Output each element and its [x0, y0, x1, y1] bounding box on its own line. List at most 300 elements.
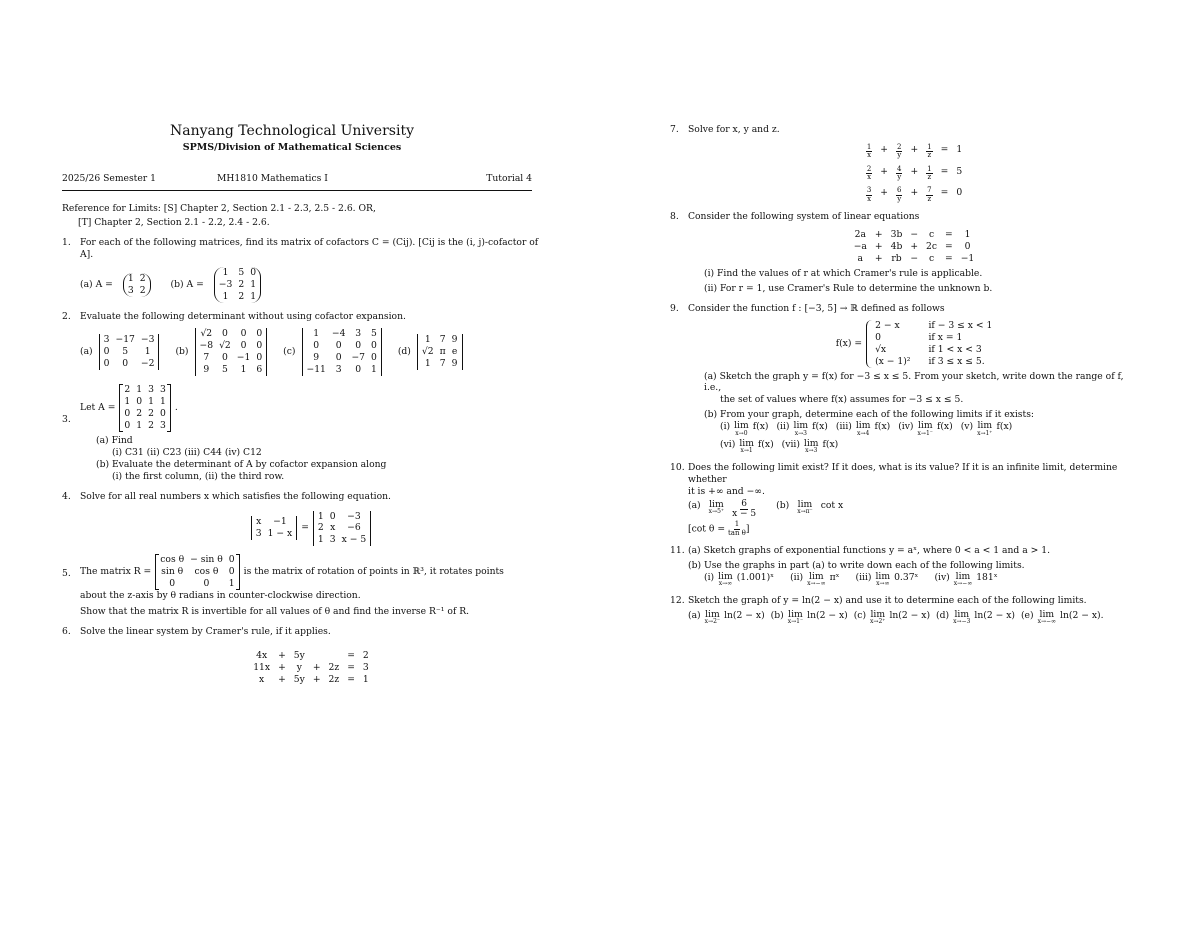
part-a-items: (i) C31 (ii) C23 (iii) C44 (iv) C12: [112, 446, 262, 458]
matrix-entry: 2: [148, 419, 154, 431]
lim-text: lim: [793, 420, 809, 432]
function-label: f(x) =: [835, 337, 863, 349]
denominator: x: [867, 194, 872, 203]
reference-line-2: [T] Chapter 2, Section 2.1 - 2.2, 2.4 - 2.6.: [78, 217, 270, 229]
limit-expression: f(x): [752, 421, 769, 433]
matrix-entry: 7: [439, 357, 446, 369]
lim-text: lim: [809, 571, 824, 583]
fraction: [926, 187, 932, 203]
limit-operator: [739, 439, 754, 454]
limit-expression: ln(2 − x): [724, 610, 765, 622]
part-b: (b) From your graph, determine each of the following limits if it exists:: [704, 409, 1035, 421]
lim-text: lim: [705, 609, 720, 621]
question-number: 6.: [62, 626, 71, 638]
matrix-entry: 1: [159, 395, 166, 407]
equation-symbol: 0: [956, 187, 963, 199]
denominator: tan θ: [727, 528, 746, 537]
matrix: [155, 554, 239, 590]
matrix-entry: y: [296, 662, 302, 674]
item-label: (i): [720, 421, 731, 433]
question-number: 11.: [670, 545, 685, 557]
right-column: [670, 122, 1140, 625]
lim-text: lim: [797, 498, 813, 510]
matrix-entry: −17: [115, 334, 135, 346]
determinant: [417, 334, 463, 370]
fraction: [728, 521, 746, 537]
limit-subscript: x→3: [794, 429, 807, 437]
equation-symbol: +: [880, 165, 888, 177]
matrix-entry: 7: [203, 352, 210, 364]
left-column: [62, 122, 542, 686]
question-text-cont: it is +∞ and −∞.: [688, 485, 765, 497]
matrix-entry: 0: [329, 510, 336, 522]
matrix-entry: rb: [891, 252, 902, 264]
fraction: [896, 187, 902, 203]
matrix-entry: 0: [169, 578, 176, 590]
matrix-entry: 2: [362, 650, 369, 662]
matrix-entry: +: [312, 662, 321, 674]
limit-operator: [918, 421, 933, 436]
item-label: (e): [1020, 610, 1034, 622]
matrix-entry: √x: [875, 343, 887, 355]
matrix-entry: 0: [240, 340, 247, 352]
question-number: 8.: [670, 211, 679, 223]
question-3: [62, 384, 542, 483]
matrix-entry: cos θ: [160, 554, 185, 566]
equation-symbol: =: [940, 143, 949, 155]
limit-item: [776, 421, 827, 436]
denominator: z: [927, 172, 932, 181]
matrix-entry: 0: [159, 407, 166, 419]
limit-item: [854, 610, 930, 625]
equation-symbol: +: [910, 143, 919, 155]
matrix-entry: 0: [370, 340, 377, 352]
matrix-entry: −1: [236, 352, 251, 364]
lim-text: lim: [739, 437, 754, 449]
part-b: (b) Evaluate the determinant of A by cofactor expansion along: [96, 458, 387, 470]
matrix-entry: 0: [313, 340, 320, 352]
matrix-entry: =: [945, 240, 953, 252]
limit-expression: f(x): [874, 421, 891, 433]
lim-text: lim: [954, 609, 970, 621]
tutorial-number: Tutorial 4: [486, 172, 532, 184]
matrix-entry: 1: [228, 578, 235, 590]
equation-system: [253, 650, 369, 686]
limit-subscript: x→3: [805, 446, 818, 454]
matrix-entry: −a: [853, 240, 867, 252]
matrix-entry: e: [451, 346, 458, 358]
numerator: 6: [896, 186, 902, 195]
limit-expression: 0.37ˣ: [894, 572, 919, 584]
lim-text: lim: [803, 437, 819, 449]
equation-symbol: 1: [956, 143, 963, 155]
limit-item: [961, 421, 1013, 436]
matrix-entry: 1: [313, 328, 320, 340]
matrix-entry: +: [312, 673, 321, 685]
limit-expression: πˣ: [829, 572, 840, 584]
matrix-entry: +: [278, 673, 286, 685]
question-number: 2.: [62, 311, 71, 323]
limits-row: [688, 572, 1140, 587]
item-label: (d): [936, 610, 950, 622]
limit-expression: f(x): [757, 438, 774, 450]
matrix-entry: 0: [355, 340, 362, 352]
matrix-entry: −7: [351, 352, 365, 364]
limit-operator: [875, 572, 890, 587]
matrix: [214, 267, 261, 303]
equation-symbol: =: [940, 165, 949, 177]
lim-text: lim: [977, 420, 993, 432]
denominator: z: [927, 194, 932, 203]
matrix-entry: if x = 1: [928, 331, 963, 343]
matrix-entry: 3: [355, 328, 362, 340]
limit-subscript: x→1: [740, 446, 753, 454]
matrix-entry: 2: [148, 407, 154, 419]
limit-operator: [797, 500, 813, 515]
question-number: 3.: [62, 413, 71, 425]
question-lead: The matrix R =: [80, 566, 152, 578]
matrix-entry: 2: [238, 291, 245, 303]
matrix-entry: 3: [148, 383, 154, 395]
limit-item: [936, 610, 1015, 625]
matrix-entry: 1: [136, 419, 143, 431]
matrix-entry: 5: [221, 363, 228, 375]
matrix-entry: −: [910, 228, 919, 240]
matrix-entry: 0: [335, 352, 342, 364]
fraction: [926, 144, 932, 160]
matrix-entry: 0: [370, 352, 377, 364]
matrix-entry: 11x: [253, 662, 271, 674]
limit-operator: [804, 439, 819, 454]
matrix-entry: −11: [306, 363, 326, 375]
part-label: (b) A =: [170, 279, 204, 291]
determinant: [99, 334, 160, 370]
question-text: Solve for all real numbers x which satisfies the following equation.: [80, 490, 391, 502]
question-6: [62, 626, 542, 686]
question-11: [670, 545, 1140, 587]
part-label: (c): [283, 346, 296, 358]
limit-operator: [954, 572, 972, 587]
part-label: (d): [397, 346, 411, 358]
item-label: (iv): [934, 572, 950, 584]
denominator: x: [867, 172, 872, 181]
matrix-entry: −1: [960, 252, 975, 264]
matrix-entry: +: [278, 662, 286, 674]
determinant-rhs: [313, 511, 371, 547]
numerator: 1: [866, 142, 872, 151]
matrix-entry: 2: [124, 383, 131, 395]
lim-text: lim: [788, 609, 803, 621]
question-text: For each of the following matrices, find its matrix of cofactors C = (Cij). [Cij is the (i, j)-cofactor of A].: [80, 237, 539, 261]
question-9: [670, 303, 1140, 454]
matrix-entry: 0: [136, 395, 143, 407]
item-label: (ii): [776, 421, 790, 433]
matrix-entry: π: [439, 346, 446, 358]
matrix-entry: 0: [240, 328, 247, 340]
matrix: [123, 273, 151, 297]
fraction: [866, 144, 872, 160]
matrix-entry: 3: [159, 419, 166, 431]
matrix-entry: 9: [451, 334, 458, 346]
determinant: [195, 328, 268, 376]
limit-operator: [794, 421, 809, 436]
matrix-entry: 5y: [293, 650, 305, 662]
limit-subscript: x→∞: [876, 580, 890, 588]
equation-symbol: +: [880, 143, 888, 155]
course-code: MH1810 Mathematics I: [217, 172, 328, 184]
matrix: [119, 384, 170, 432]
matrix-entry: if 1 < x < 3: [928, 343, 982, 355]
matrix-entry: 1: [222, 267, 229, 279]
matrix-entry: −8: [199, 340, 214, 352]
lim-text: lim: [1039, 609, 1055, 621]
fraction: [896, 144, 902, 160]
part-label: (b): [776, 499, 790, 511]
matrix-entry: 9: [313, 352, 320, 364]
numerator: 1: [734, 520, 740, 529]
part-b-items: (i) the first column, (ii) the third row.: [112, 470, 285, 482]
limit-item: [934, 572, 997, 587]
matrix-entry: 1: [136, 383, 143, 395]
item-label: (b): [770, 610, 784, 622]
matrix-entry: cos θ: [194, 566, 219, 578]
question-8: [670, 211, 1140, 295]
question-5: [62, 554, 542, 618]
matrix-entry: [329, 650, 340, 662]
question-7: [670, 124, 1140, 203]
matrix-entry: 0: [256, 352, 263, 364]
matrix-entry: 4x: [256, 650, 268, 662]
matrix-entry: 4b: [890, 240, 903, 252]
matrix-entry: a: [857, 252, 864, 264]
lim-text: lim: [855, 420, 871, 432]
matrix-entry: 3: [159, 383, 166, 395]
matrix-entry: x: [256, 516, 262, 528]
matrix-entry: 1: [424, 334, 431, 346]
fraction: [896, 166, 902, 182]
limit-expression: ln(2 − x): [974, 610, 1015, 622]
matrix-entry: − sin θ: [190, 554, 223, 566]
matrix-entry: 9: [451, 357, 458, 369]
equation-symbol: =: [940, 187, 949, 199]
matrix-entry: −4: [331, 328, 346, 340]
limit-operator: [788, 610, 803, 625]
limit-subscript: x→2⁺: [870, 618, 886, 626]
fraction: [732, 500, 756, 520]
matrix-entry: 5: [122, 346, 129, 358]
hint-text: [cot θ =: [688, 523, 726, 535]
question-text: Consider the function f : [−3, 5] → ℝ defined as follows: [688, 302, 945, 314]
item-label: (vi): [720, 438, 736, 450]
lim-text: lim: [955, 571, 971, 583]
matrix-entry: 2: [139, 285, 146, 297]
limit-expression: 181ˣ: [976, 572, 998, 584]
matrix-entry: 0: [124, 419, 131, 431]
numerator: 1: [927, 164, 932, 173]
question-line-2: about the z-axis by θ radians in counter-clockwise direction.: [80, 590, 361, 602]
limit-subscript: x→∞: [718, 580, 733, 588]
matrix-entry: 5: [238, 267, 245, 279]
numerator: 1: [927, 142, 932, 151]
matrix-entry: 0: [250, 267, 257, 279]
limit-operator: [705, 610, 720, 625]
limit-subscript: x→1⁻: [787, 618, 804, 626]
matrix-entry: =: [347, 662, 355, 674]
matrix-entry: 0: [122, 357, 129, 369]
limit-item: [720, 421, 768, 436]
matrix-entry: 1: [424, 357, 431, 369]
question-lead: Let A =: [80, 401, 116, 413]
limit-subscript: x→1⁺: [977, 429, 993, 437]
limit-subscript: x→2⁻: [704, 618, 721, 626]
matrix-entry: +: [874, 240, 883, 252]
equation-symbol: 5: [956, 165, 963, 177]
semester: 2025/26 Semester 1: [62, 172, 156, 184]
matrix-entry: x: [330, 522, 336, 534]
numerator: 4: [896, 164, 902, 173]
equation-system: [854, 229, 975, 265]
limit-expression: ln(2 − x).: [1060, 610, 1104, 622]
limit-subscript: x→−∞: [1037, 618, 1057, 626]
question-4: [62, 491, 542, 547]
denominator: x − 5: [732, 509, 757, 520]
matrix-entry: 1: [317, 510, 324, 522]
limit-operator: [1038, 610, 1056, 625]
matrix-entry: √2: [219, 340, 231, 352]
matrix-entry: 1: [148, 395, 154, 407]
matrix-entry: 2z: [328, 673, 340, 685]
equals-sign: =: [301, 522, 309, 534]
question-number: 4.: [62, 490, 71, 502]
question-10: [670, 462, 1140, 537]
limit-expression: (1.001)ˣ: [736, 572, 775, 584]
limit-operator: [856, 421, 871, 436]
limit-expression: f(x): [812, 421, 828, 433]
fraction: [866, 166, 872, 182]
limit-expression: f(x): [996, 421, 1013, 433]
limits-row: [688, 610, 1140, 625]
matrix-entry: −: [910, 252, 919, 264]
limit-item: [856, 572, 919, 587]
matrix-entry: −3: [347, 510, 361, 522]
matrix-entry: =: [347, 650, 355, 662]
matrix-entry: 3: [103, 334, 110, 346]
matrix-entry: =: [945, 228, 953, 240]
matrix-entry: 1: [250, 291, 257, 303]
matrix-entry: 0: [256, 340, 263, 352]
determinant: [302, 328, 382, 376]
limit-item: [688, 610, 765, 625]
fraction: [926, 166, 932, 182]
matrix-entry: 2a: [854, 228, 866, 240]
item-label: (ii): [790, 572, 804, 584]
part-a: (a) Sketch the graph y = f(x) for −3 ≤ x ≤ 5. From your sketch, write down the range of f, i.e.,: [704, 370, 1124, 394]
matrix-entry: 0: [875, 331, 881, 343]
matrix-entry: 3: [335, 363, 342, 375]
matrix-entry: c: [928, 252, 935, 264]
part-label: (a) A =: [80, 279, 113, 291]
limit-operator: [953, 610, 970, 625]
part-label: (b): [175, 346, 189, 358]
matrix-entry: +: [910, 240, 919, 252]
limit-expression: f(x): [822, 438, 839, 450]
matrix-entry: =: [945, 252, 953, 264]
question-12: [670, 595, 1140, 625]
matrix-entry: x: [259, 673, 265, 685]
question-text: Does the following limit exist? If it does, what is its value? If it is an infinite limit, determine whether: [688, 461, 1118, 485]
matrix-entry: 3: [127, 285, 134, 297]
equation-system: [866, 144, 962, 203]
question-text: Sketch the graph of y = ln(2 − x) and use it to determine each of the following limits.: [688, 595, 1087, 607]
numerator: 2: [866, 164, 872, 173]
question-number: 10.: [670, 461, 685, 473]
matrix-entry: 6: [256, 363, 263, 375]
limit-subscript: x→0: [735, 429, 748, 437]
matrix-entry: √2: [200, 328, 213, 340]
fraction: [866, 187, 872, 203]
matrix-entry: −6: [347, 522, 361, 534]
item-label: (iii): [835, 421, 852, 433]
matrix-entry: 2z: [328, 662, 340, 674]
matrix-entry: 1 − x: [267, 528, 293, 540]
limit-subscript: x→1⁻: [917, 429, 933, 437]
matrix-entry: 0: [256, 328, 263, 340]
question-text: Solve for x, y and z.: [688, 124, 780, 135]
matrix-entry: 0: [103, 346, 110, 358]
limit-subscript: x→−∞: [953, 580, 973, 588]
limit-item: [782, 439, 839, 454]
item-label: (i): [704, 572, 715, 584]
matrix-entry: 0: [228, 554, 235, 566]
determinant-lhs: [251, 516, 297, 540]
equation-symbol: +: [910, 187, 919, 199]
question-number: 7.: [670, 124, 679, 135]
limit-subscript: x→−3: [953, 618, 971, 626]
matrix-entry: 2: [317, 522, 324, 534]
matrix-entry: −3: [140, 334, 155, 346]
matrix-entry: 1: [317, 534, 324, 546]
piecewise-cases: [866, 320, 992, 368]
question-text: Evaluate the following determinant without using cofactor expansion.: [80, 311, 406, 323]
question-number: 5.: [62, 568, 71, 580]
equation-symbol: +: [910, 165, 919, 177]
item-label: (c): [853, 610, 867, 622]
limit-item: [704, 572, 774, 587]
question-text: Consider the following system of linear equations: [688, 211, 920, 223]
matrix-entry: 7: [439, 334, 446, 346]
matrix-entry: 2 − x: [875, 319, 900, 331]
question-1: [62, 237, 542, 303]
limit-subscript: x→5⁺: [708, 507, 725, 515]
matrix-entry: −1: [273, 516, 287, 528]
matrix-entry: 1: [124, 395, 131, 407]
limit-operator: [709, 500, 724, 515]
matrix-entry: 1: [370, 363, 377, 375]
matrix-entry: 1: [222, 291, 229, 303]
lim-text: lim: [734, 420, 749, 432]
limit-operator: [870, 610, 885, 625]
numerator: 6: [741, 498, 747, 509]
matrix-entry: 0: [221, 352, 228, 364]
limit-item: [898, 421, 952, 436]
numerator: 3: [866, 186, 872, 195]
matrix-entry: 2: [238, 279, 245, 291]
matrix-entry: 0: [335, 340, 342, 352]
matrix-entry: 1: [144, 346, 151, 358]
equation-symbol: +: [880, 187, 888, 199]
item-label: (iv): [898, 421, 914, 433]
matrix-entry: √2: [421, 346, 434, 358]
